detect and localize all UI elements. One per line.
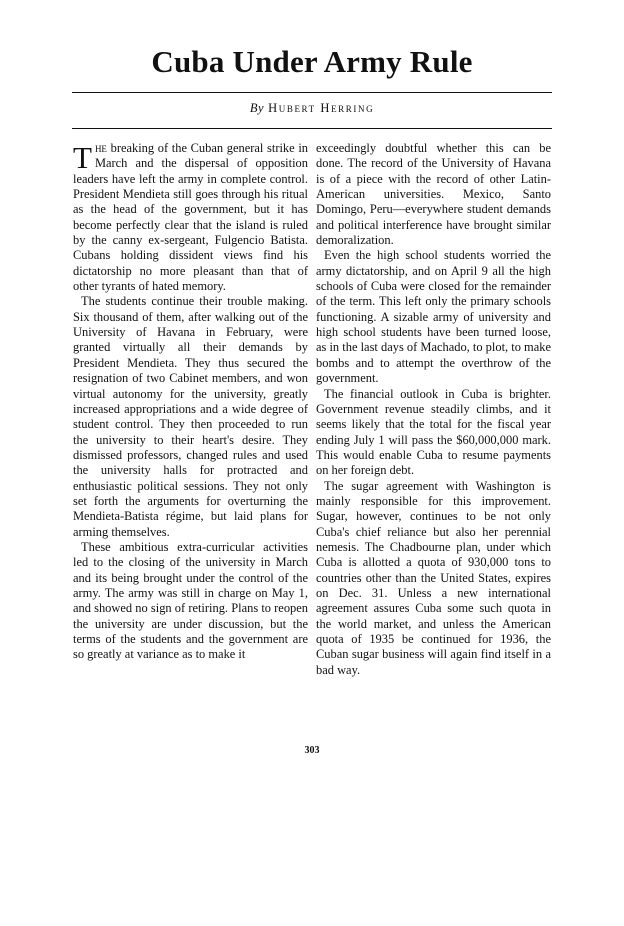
author-name: Hubert Herring xyxy=(268,101,375,115)
paragraph: Even the high school students worried the army dictatorship, and on April 9 all the high schools of Cuba were closed for the remainder of the term. This left only the primary schools functioning. A sizable army of university and high school students have been turned loose, as in the last days of Machado, to plot, to make bombs and to attempt the overthrow of the government. xyxy=(316,248,551,386)
paragraph: The financial outlook in Cuba is brighter. Government revenue steadily climbs, and it seems likely that the total for the fiscal year ending July 1 will pass the $60,000,000 mark. This would enable Cuba to resume payments on her foreign debt. xyxy=(316,386,551,478)
left-column xyxy=(73,141,308,663)
paragraph: The sugar agreement with Washington is mainly responsible for this improvement. Sugar, however, continues to be not only Cuba's chief reliance but also her perennial nemesis. The Chadbourne plan, under which Cuba is allotted a quota of 930,000 tons to countries other than the United States, expires on Dec. 31. Unless a new international agreement assures Cuba some such quota in the world market, and unless the American quota of 1935 be continued for 1936, the Cuban sugar business will again find itself in a bad way. xyxy=(316,478,551,677)
paragraph: These ambitious extra-curricular activities led to the closing of the university in March and its being brought under the control of the army. The army was still in charge on May 1, and showed no sign of retiring. Plans to reopen the university are under discussion, but the terms of the students and the government are so greatly at variance as to make it xyxy=(73,539,308,662)
title-rule-top xyxy=(72,92,552,93)
paragraph: exceedingly doubtful whether this can be done. The record of the University of Havana is of a piece with the record of other Latin-American universities. Mexico, Santo Domingo, Peru—everywhere student demands and political interference have brought similar demoralization. xyxy=(316,141,551,248)
paragraph: The students continue their trouble making. Six thousand of them, after walking out of the University of Havana in February, were granted virtually all their demands by President Mendieta. They thus secured the resignation of two Cabinet members, and won virtual autonomy for the university, greatly increased appropriations and a wide degree of student control. They then proceeded to run the university to their heart's desire. They dismissed professors, changed rules and used the university halls for protracted and enthusiastic political sessions. They not only set forth the arguments for overturning the Mendieta-Batista régime, but laid plans for arming themselves. xyxy=(73,294,308,539)
byline-rule-bottom xyxy=(72,128,552,129)
byline xyxy=(0,101,624,116)
paragraph-text: breaking of the Cuban general strike in March and the dispersal of opposition leaders have left the army in complete control. President Mendieta still goes through his ritual as the head of the government, but it has become perfectly clear that the island is ruled by the canny ex-sergeant, Fulgencio Batista. Cubans holding dissident views find his dictatorship no more pleasant than that of other tyrants of hated memory. xyxy=(73,141,308,294)
byline-prefix: By xyxy=(249,101,264,115)
article-title: Cuba Under Army Rule xyxy=(151,44,473,79)
paragraph xyxy=(73,141,308,294)
right-column xyxy=(316,141,551,678)
lead-smallcaps: he xyxy=(94,141,107,155)
drop-cap: T xyxy=(73,140,92,175)
page-number: 303 xyxy=(304,745,320,756)
